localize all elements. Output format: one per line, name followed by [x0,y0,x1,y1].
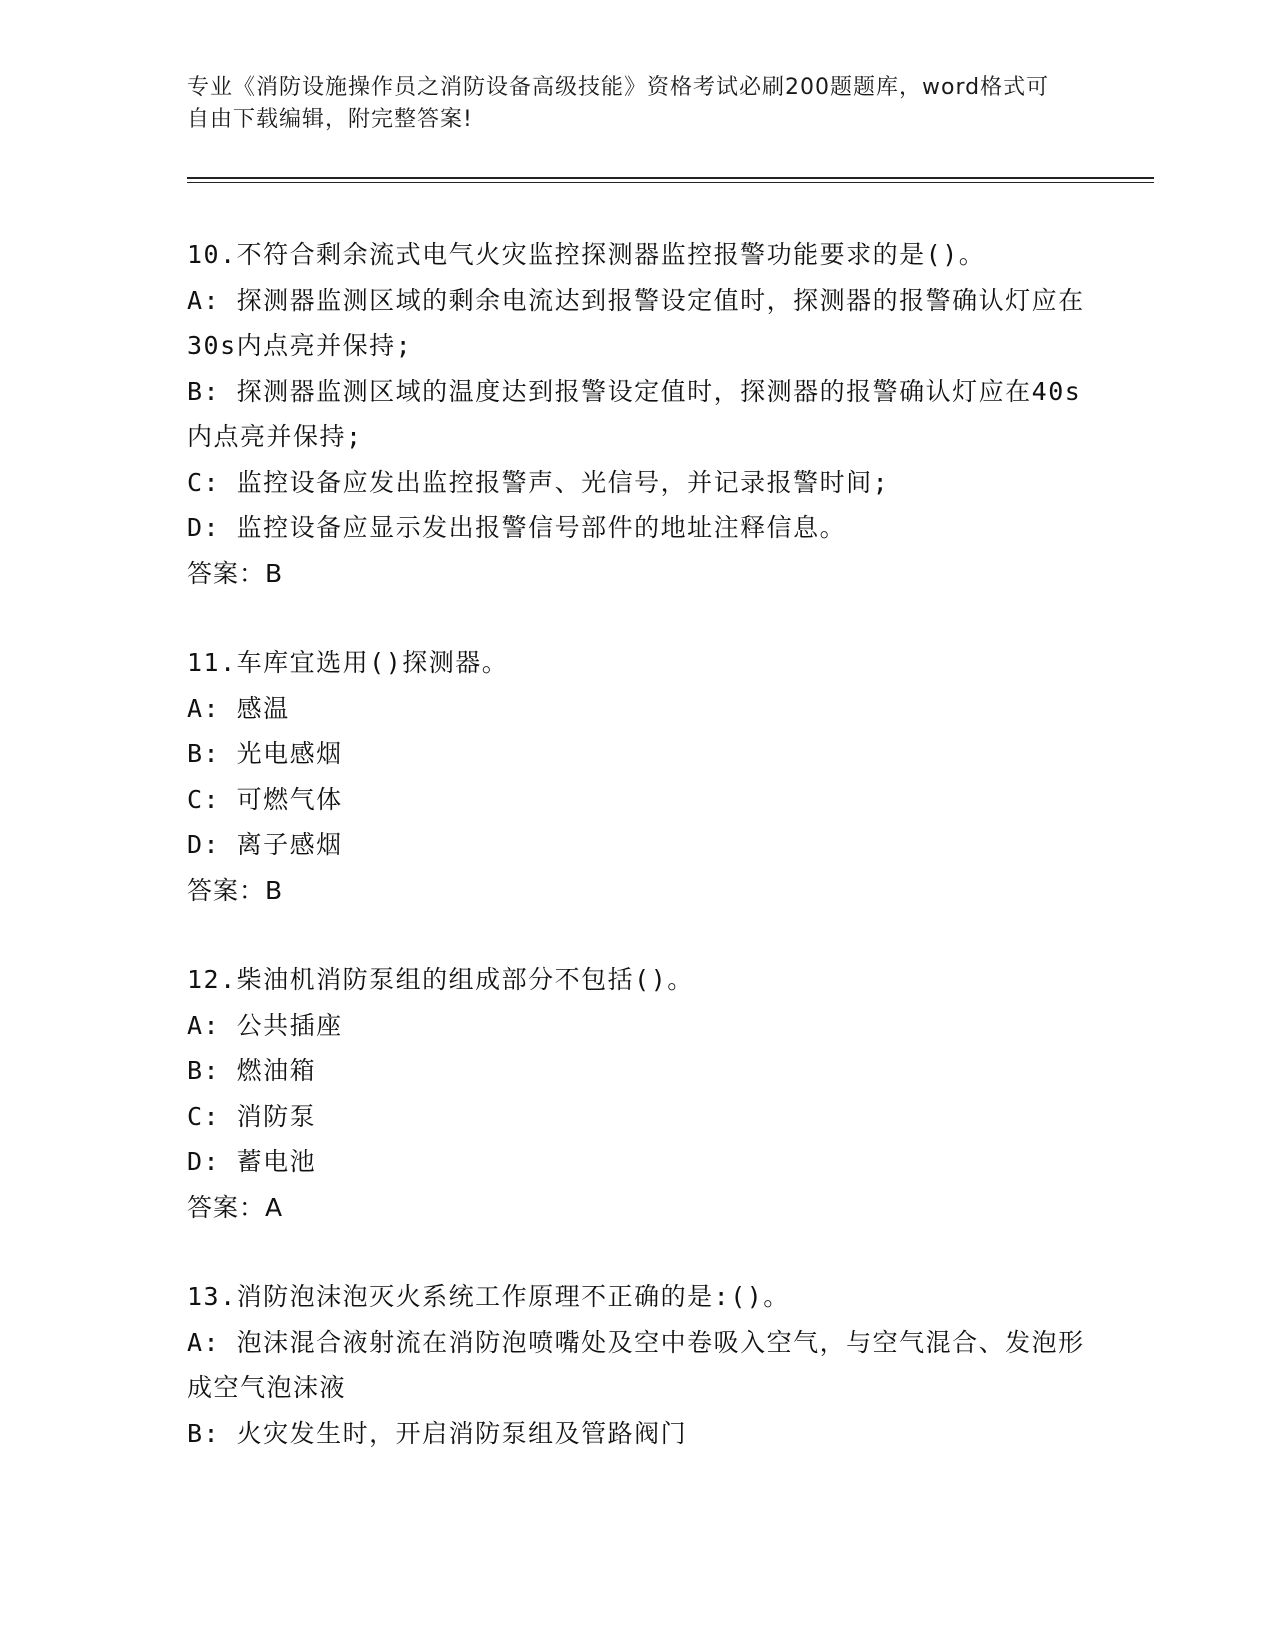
option-text: 探测器监测区域的温度达到报警设定值时，探测器的报警确认灯应在40s内点亮并保持; [187,376,1082,451]
option-c [187,777,1087,823]
option-a [187,278,1087,369]
question-stem: 12.柴油机消防泵组的组成部分不包括()。 [187,965,694,994]
option-b [187,1411,1087,1457]
option-d [187,505,1087,551]
option-key: B: [187,1418,221,1448]
option-text: 燃油箱 [236,1056,317,1085]
option-key: A: [187,1327,221,1357]
option-text: 公共插座 [236,1010,343,1040]
option-text: 离子感烟 [236,830,343,859]
option-key: A: [187,285,221,315]
option-text: 感温 [236,693,290,723]
option-c [187,1094,1087,1140]
option-text: 光电感烟 [236,739,343,768]
option-key: C: [187,1101,221,1131]
option-key: C: [187,784,221,814]
option-b [187,369,1087,460]
option-text: 可燃气体 [236,784,343,814]
option-d [187,822,1087,868]
option-a [187,1003,1087,1049]
option-b [187,731,1087,777]
option-key: B: [187,739,221,768]
question-list [187,232,1087,1500]
option-text: 泡沫混合液射流在消防泡喷嘴处及空中卷吸入空气，与空气混合、发泡形成空气泡沫液 [187,1327,1085,1402]
question-11 [187,640,1087,913]
option-key: D: [187,830,221,859]
option-key: B: [187,1056,221,1085]
header-divider [187,177,1154,183]
option-key: D: [187,1147,221,1176]
question-stem: 11.车库宜选用()探测器。 [187,648,509,677]
option-text: 火灾发生时，开启消防泵组及管路阀门 [236,1418,688,1448]
option-a [187,686,1087,732]
question-stem: 10.不符合剩余流式电气火灾监控探测器监控报警功能要求的是()。 [187,240,986,269]
option-text: 监控设备应显示发出报警信号部件的地址注释信息。 [236,513,847,542]
question-stem: 13.消防泡沫泡灭火系统工作原理不正确的是:()。 [187,1282,790,1311]
option-text: 监控设备应发出监控报警声、光信号，并记录报警时间; [236,467,890,497]
option-d [187,1139,1087,1185]
option-a [187,1320,1087,1411]
question-12 [187,957,1087,1230]
question-13 [187,1274,1087,1456]
option-c [187,460,1087,506]
answer: 答案：B [187,875,284,905]
option-text: 探测器监测区域的剩余电流达到报警设定值时，探测器的报警确认灯应在30s内点亮并保持; [187,285,1085,360]
option-key: A: [187,1010,221,1040]
option-text: 消防泵 [236,1101,317,1131]
option-key: B: [187,376,221,406]
question-10 [187,232,1087,596]
option-key: A: [187,693,221,723]
option-text: 蓄电池 [236,1147,317,1176]
page-header-text: 专业《消防设施操作员之消防设备高级技能》资格考试必刷200题题库，word格式可自由下载编辑，附完整答案! [187,75,1050,132]
option-b [187,1048,1087,1094]
option-key: C: [187,467,221,497]
option-key: D: [187,513,221,542]
answer: 答案：B [187,558,284,588]
answer: 答案：A [187,1192,284,1222]
